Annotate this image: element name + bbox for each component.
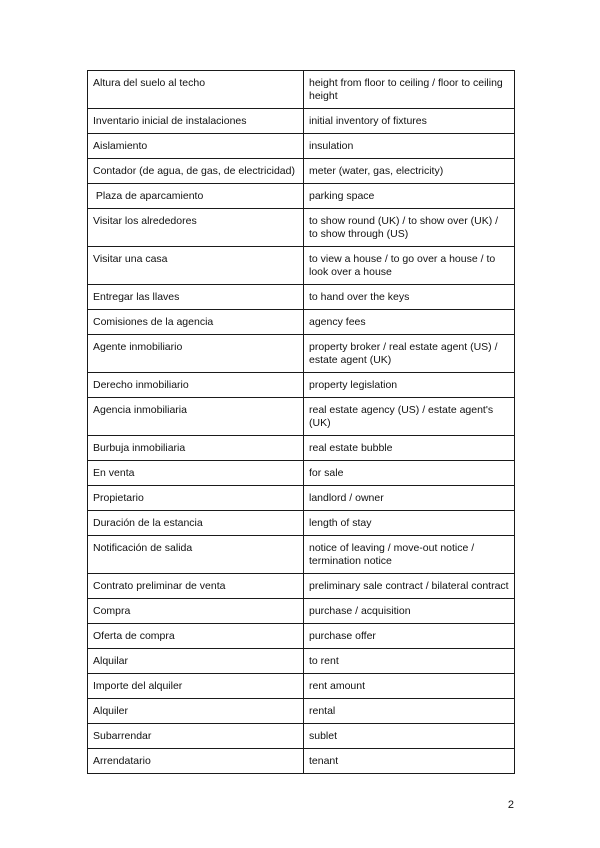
spanish-term: Altura del suelo al techo [88,71,304,109]
table-row [88,335,515,373]
table-row [88,724,515,749]
english-term: real estate agency (US) / estate agent's (UK) [304,398,515,436]
spanish-term: Arrendatario [88,749,304,774]
table-row [88,373,515,398]
spanish-term: Burbuja inmobiliaria [88,436,304,461]
english-term: initial inventory of fixtures [304,109,515,134]
spanish-term: Notificación de salida [88,536,304,574]
table-row [88,436,515,461]
english-term: length of stay [304,511,515,536]
spanish-term: Derecho inmobiliario [88,373,304,398]
table-row [88,71,515,109]
spanish-term: Agencia inmobiliaria [88,398,304,436]
table-row [88,209,515,247]
table-row [88,285,515,310]
english-term: preliminary sale contract / bilateral contract [304,574,515,599]
table-row [88,486,515,511]
spanish-term: Contador (de agua, de gas, de electricidad) [88,159,304,184]
spanish-term: Alquiler [88,699,304,724]
table-row [88,461,515,486]
table-row [88,674,515,699]
spanish-term: Comisiones de la agencia [88,310,304,335]
english-term: property broker / real estate agent (US) / estate agent (UK) [304,335,515,373]
table-row [88,134,515,159]
table-row [88,624,515,649]
table-row [88,184,515,209]
english-term: real estate bubble [304,436,515,461]
spanish-term: Plaza de aparcamiento [88,184,304,209]
spanish-term: Subarrendar [88,724,304,749]
english-term: height from floor to ceiling / floor to ceiling height [304,71,515,109]
english-term: rental [304,699,515,724]
spanish-term: Visitar los alrededores [88,209,304,247]
english-term: tenant [304,749,515,774]
table-row [88,574,515,599]
table-row [88,749,515,774]
table-row [88,599,515,624]
spanish-term: Alquilar [88,649,304,674]
table-row [88,649,515,674]
spanish-term: Contrato preliminar de venta [88,574,304,599]
spanish-term: Duración de la estancia [88,511,304,536]
spanish-term: En venta [88,461,304,486]
table-row [88,536,515,574]
spanish-term: Aislamiento [88,134,304,159]
spanish-term: Visitar una casa [88,247,304,285]
table-row [88,511,515,536]
english-term: agency fees [304,310,515,335]
spanish-term: Propietario [88,486,304,511]
english-term: to show round (UK) / to show over (UK) / to show through (US) [304,209,515,247]
spanish-term: Oferta de compra [88,624,304,649]
english-term: purchase offer [304,624,515,649]
page-number: 2 [507,799,514,811]
table-row [88,247,515,285]
english-term: parking space [304,184,515,209]
spanish-term: Entregar las llaves [88,285,304,310]
english-term: for sale [304,461,515,486]
english-term: insulation [304,134,515,159]
table-row [88,398,515,436]
english-term: meter (water, gas, electricity) [304,159,515,184]
table-row [88,310,515,335]
english-term: notice of leaving / move-out notice / termination notice [304,536,515,574]
english-term: landlord / owner [304,486,515,511]
english-term: purchase / acquisition [304,599,515,624]
english-term: to hand over the keys [304,285,515,310]
english-term: property legislation [304,373,515,398]
spanish-term: Agente inmobiliario [88,335,304,373]
spanish-term: Compra [88,599,304,624]
spanish-term: Importe del alquiler [88,674,304,699]
english-term: to view a house / to go over a house / to look over a house [304,247,515,285]
glossary-body [88,71,515,774]
glossary-table [87,70,515,774]
english-term: sublet [304,724,515,749]
table-row [88,159,515,184]
english-term: to rent [304,649,515,674]
table-row [88,109,515,134]
table-row [88,699,515,724]
spanish-term: Inventario inicial de instalaciones [88,109,304,134]
english-term: rent amount [304,674,515,699]
